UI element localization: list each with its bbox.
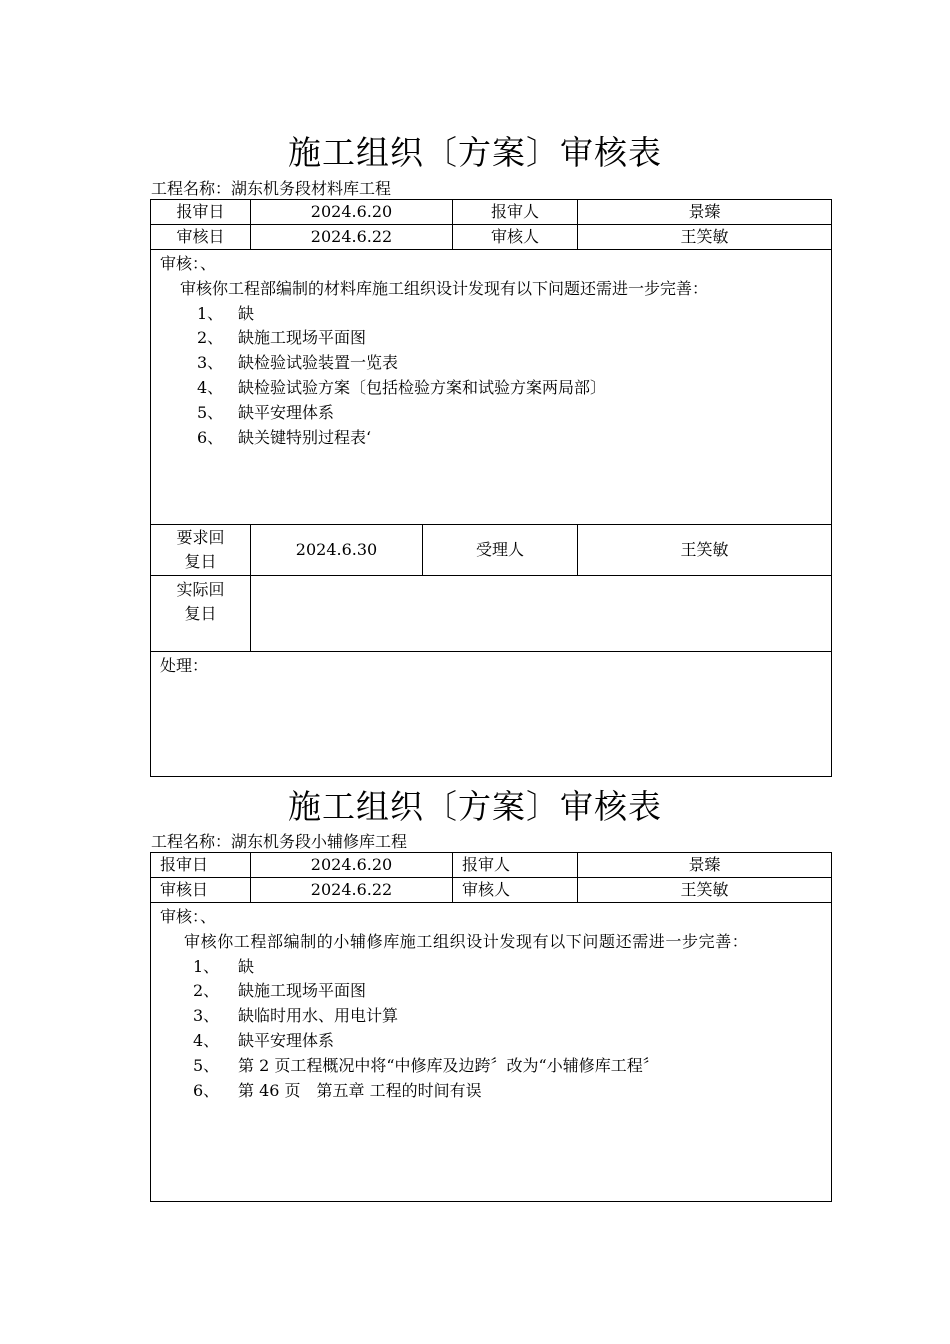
reviewer-value: 王笑敏 [578, 225, 832, 250]
submit-date-value: 2024.6.20 [251, 853, 453, 878]
list-item: 1、 缺 [193, 956, 255, 976]
list-item: 4、 缺平安理体系 [193, 1030, 335, 1050]
list-item: 2、 缺施工现场平面图 [197, 328, 367, 348]
form2-project-name: 工程名称：湖东机务段小辅修库工程 [151, 832, 408, 851]
list-item: 2、 缺施工现场平面图 [193, 981, 367, 1001]
actual-reply-value[interactable] [251, 576, 832, 652]
reviewer-label: 审核人 [453, 225, 578, 250]
review-intro: 审核你工程部编制的材料库施工组织设计发现有以下问题还需进一步完善： [180, 278, 709, 298]
review-date-value: 2024.6.22 [251, 878, 453, 903]
reply-required-date: 2024.6.30 [251, 525, 423, 576]
submitter-value: 景臻 [578, 200, 832, 225]
list-item: 6、 缺关键特别过程表‘ [197, 427, 372, 447]
form1-title: 施工组织〔方案〕审核表 [288, 133, 662, 172]
form2-title: 施工组织〔方案〕审核表 [288, 787, 662, 826]
list-item: 3、 缺检验试验装置一览表 [197, 353, 399, 373]
review-date-label: 审核日 [151, 878, 251, 903]
receiver-value: 王笑敏 [578, 525, 832, 576]
submit-date-label: 报审日 [151, 853, 251, 878]
list-item: 6、 第 46 页 第五章 工程的时间有误 [193, 1080, 482, 1100]
reply-required-label: 要求回复日 [151, 525, 251, 576]
handling-cell [151, 652, 832, 777]
handling-label: 处理： [160, 656, 209, 675]
form1-project-name: 工程名称：湖东机务段材料库工程 [151, 179, 392, 198]
review-date-label: 审核日 [151, 225, 251, 250]
list-item: 1、 缺 [197, 303, 255, 323]
review-heading: 审核：、 [160, 907, 217, 926]
review-comments-cell [151, 250, 832, 525]
review-comments-cell [151, 903, 832, 1202]
list-item: 4、 缺检验试验方案〔包括检验方案和试验方案两局部〕 [197, 377, 607, 397]
submitter-label: 报审人 [453, 853, 578, 878]
form1-table [150, 199, 832, 777]
receiver-label: 受理人 [423, 525, 578, 576]
submitter-label: 报审人 [453, 200, 578, 225]
list-item: 5、 第 2 页工程概况中将“中修库及边跨〞改为“小辅修库工程〞 [193, 1055, 659, 1075]
reviewer-label: 审核人 [453, 878, 578, 903]
submit-date-label: 报审日 [151, 200, 251, 225]
reviewer-value: 王笑敏 [578, 878, 832, 903]
list-item: 3、 缺临时用水、用电计算 [193, 1006, 399, 1026]
submitter-value: 景臻 [578, 853, 832, 878]
review-date-value: 2024.6.22 [251, 225, 453, 250]
list-item: 5、 缺平安理体系 [197, 402, 335, 422]
form2-table [150, 852, 832, 1202]
review-intro: 审核你工程部编制的小辅修库施工组织设计发现有以下问题还需进一步完善： [184, 931, 749, 951]
submit-date-value: 2024.6.20 [251, 200, 453, 225]
actual-reply-label: 实际回复日 [151, 576, 251, 652]
review-heading: 审核：、 [160, 254, 217, 273]
